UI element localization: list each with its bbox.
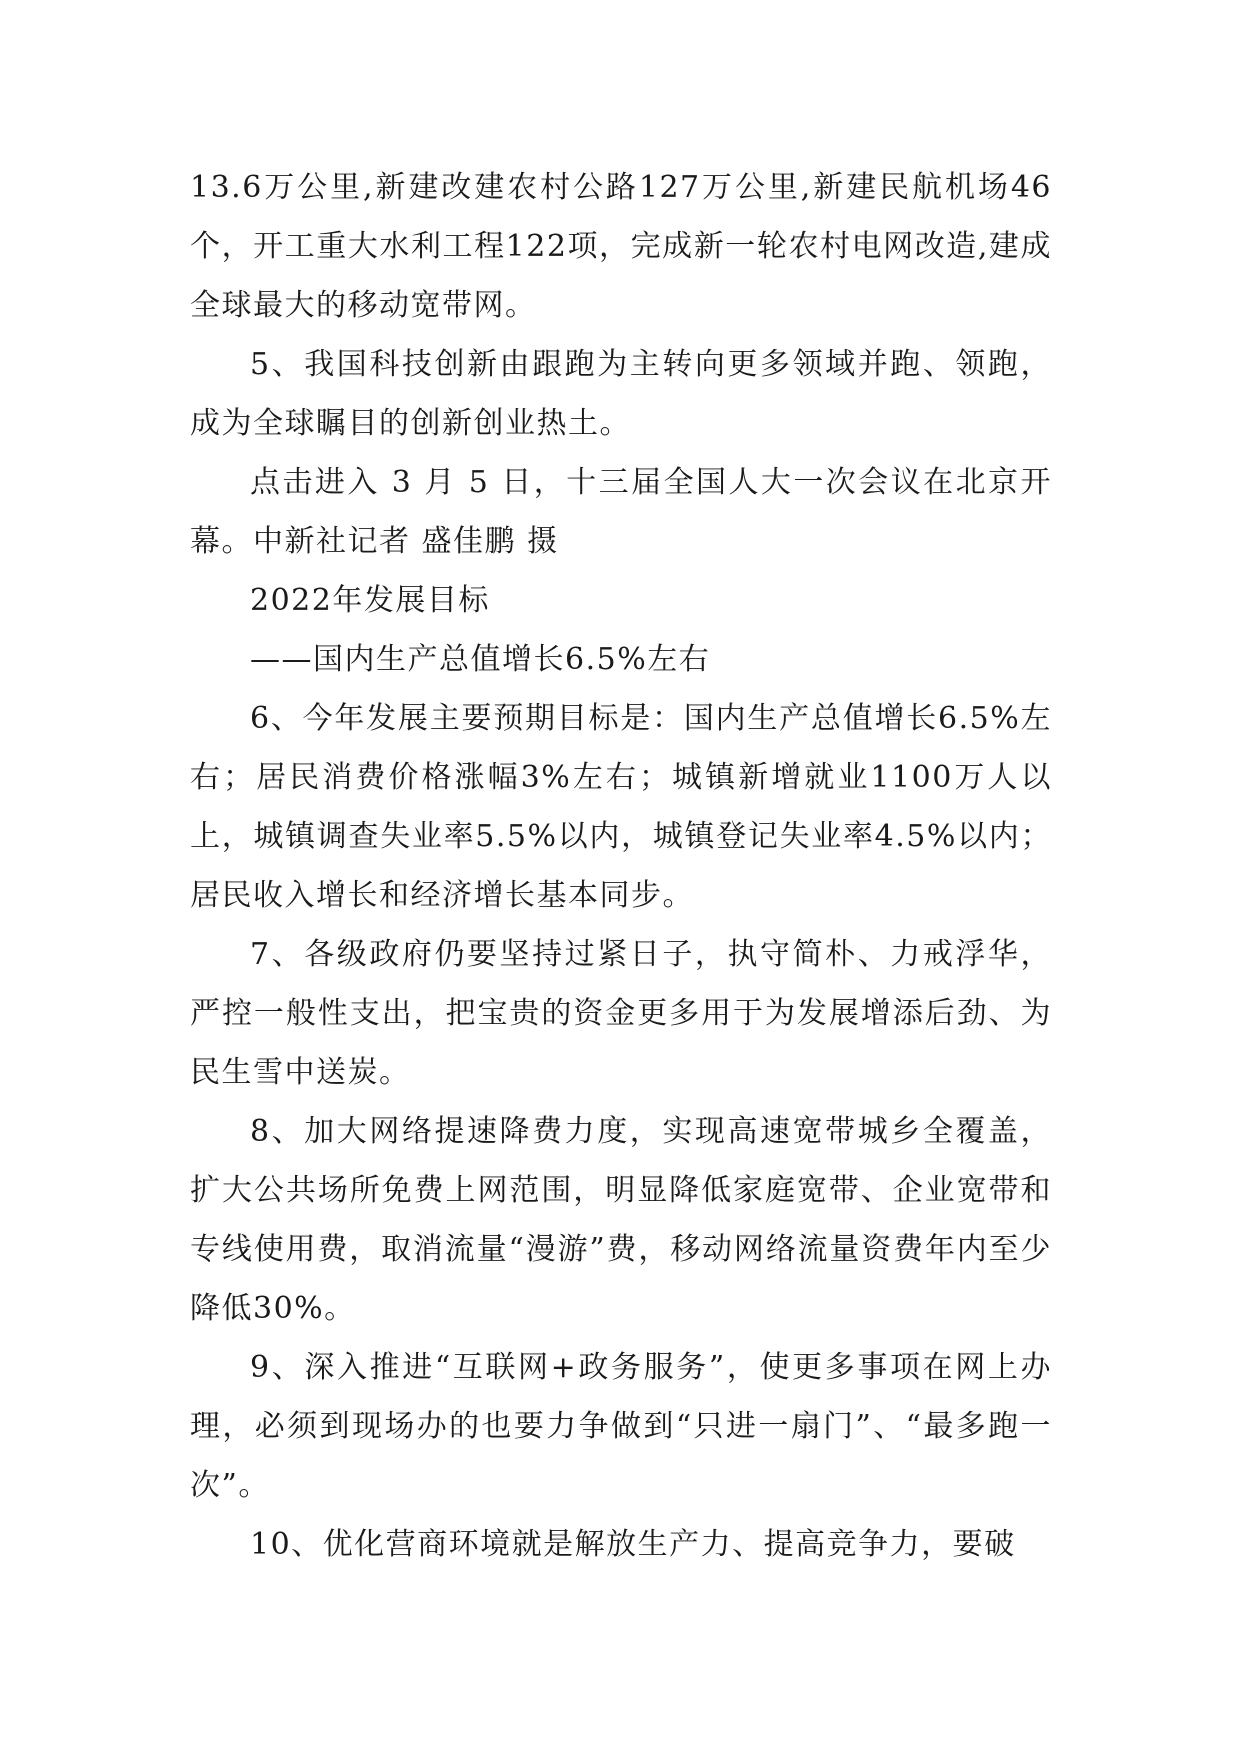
section-subheading: ——国内生产总值增长6.5%左右 [250, 642, 711, 677]
document-body [190, 158, 1052, 1574]
paragraph-item-7: 7、各级政府仍要坚持过紧日子，执守简朴、力戒浮华，严控一般性支出，把宝贵的资金更多用于为发展增添后劲、为民生雪中送炭。 [190, 937, 1052, 1090]
paragraph-item-6: 6、今年发展主要预期目标是：国内生产总值增长6.5%左右；居民消费价格涨幅3%左右；城镇新增就业1100万人以上，城镇调查失业率5.5%以内，城镇登记失业率4.5%以内；居民收入增长和经济增长基本同步。 [190, 701, 1052, 913]
paragraph-item-8: 8、加大网络提速降费力度，实现高速宽带城乡全覆盖，扩大公共场所免费上网范围，明显降低家庭宽带、企业宽带和专线使用费，取消流量“漫游”费，移动网络流量资费年内至少降低30%。 [190, 1114, 1052, 1326]
section-heading: 2022年发展目标 [250, 583, 490, 618]
photo-caption: 点击进入 3 月 5 日，十三届全国人大一次会议在北京开幕。中新社记者 盛佳鹏 摄 [190, 465, 1052, 559]
paragraph-continuation: 13.6万公里,新建改建农村公路127万公里,新建民航机场46个，开工重大水利工程122项，完成新一轮农村电网改造,建成全球最大的移动宽带网。 [190, 170, 1052, 323]
paragraph-item-9: 9、深入推进“互联网+政务服务”，使更多事项在网上办理，必须到现场办的也要力争做到“只进一扇门”、“最多跑一次”。 [190, 1350, 1052, 1503]
paragraph-item-10: 10、优化营商环境就是解放生产力、提高竞争力，要破 [250, 1527, 1016, 1562]
paragraph-item-5: 5、我国科技创新由跟跑为主转向更多领域并跑、领跑，成为全球瞩目的创新创业热土。 [190, 347, 1052, 441]
